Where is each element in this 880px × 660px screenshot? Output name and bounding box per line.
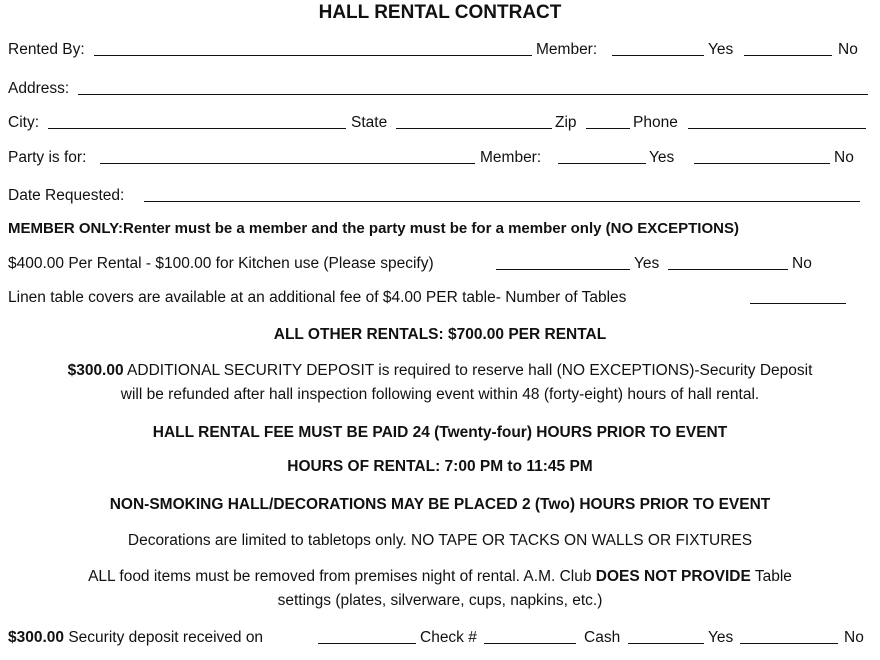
member-field-2[interactable] [558, 148, 646, 164]
security-deposit-line1 [0, 360, 880, 382]
kitchen-yes-field[interactable] [668, 254, 788, 270]
linen-text: Linen table covers are available at an additional fee of $4.00 PER table- Number of Tables [8, 289, 627, 306]
address-row [8, 79, 870, 99]
deposit-received-label [8, 628, 263, 648]
city-field[interactable] [48, 113, 346, 129]
kitchen-yes-label: Yes [634, 255, 660, 272]
food-notice-line2: settings (plates, silverware, cups, napkins, etc.) [277, 592, 603, 609]
security-text: ADDITIONAL SECURITY DEPOSIT is required to reserve hall (NO EXCEPTIONS)-Security Deposit [123, 362, 813, 379]
tables-count-field[interactable] [750, 288, 846, 304]
decorations-notice: Decorations are limited to tabletops only. NO TAPE OR TACKS ON WALLS OR FIXTURES [127, 532, 753, 549]
deposit-received-row [8, 628, 870, 648]
cash-field[interactable] [628, 628, 704, 644]
party-row [8, 148, 870, 168]
yes-field-2[interactable] [694, 148, 830, 164]
date-row [8, 186, 870, 206]
rented-by-row [8, 40, 870, 60]
city-label: City: [8, 114, 39, 131]
zip-field[interactable] [586, 113, 630, 129]
food-text-1: ALL food items must be removed from premises night of rental. A.M. Club [88, 568, 596, 585]
yes-field[interactable] [744, 40, 832, 56]
member-rate-row [8, 254, 870, 274]
member-field[interactable] [612, 40, 704, 56]
food-notice-line1 [0, 566, 880, 588]
kitchen-no-label: No [792, 255, 812, 272]
kitchen-field[interactable] [496, 254, 630, 270]
state-label: State [351, 114, 388, 131]
member-only-notice: MEMBER ONLY:Renter must be a member and the party must be for a member only (NO EXCEPTIONS) [8, 220, 739, 237]
yes-label-2: Yes [649, 149, 675, 166]
check-number-field[interactable] [484, 628, 576, 644]
food-bold: DOES NOT PROVIDE [595, 568, 751, 585]
fee-due-notice: HALL RENTAL FEE MUST BE PAID 24 (Twenty-four) HOURS PRIOR TO EVENT [152, 424, 728, 441]
cash-label: Cash [584, 629, 621, 646]
non-smoking-notice: NON-SMOKING HALL/DECORATIONS MAY BE PLACED 2 (Two) HOURS PRIOR TO EVENT [109, 496, 771, 513]
member-rate-text: $400.00 Per Rental - $100.00 for Kitchen use (Please specify) [8, 255, 434, 272]
deposit-text: Security deposit received on [64, 629, 264, 646]
address-field[interactable] [78, 79, 868, 95]
deposit-date-field[interactable] [318, 628, 416, 644]
no-label-2: No [834, 149, 854, 166]
party-for-field[interactable] [100, 148, 475, 164]
phone-field[interactable] [688, 113, 866, 129]
deposit-amount: $300.00 [8, 629, 65, 646]
no-label: No [838, 41, 858, 58]
linen-row [8, 288, 870, 308]
date-requested-label: Date Requested: [8, 187, 125, 204]
zip-label: Zip [555, 114, 577, 131]
date-requested-field[interactable] [144, 186, 860, 202]
member-label-2: Member: [480, 149, 542, 166]
state-field[interactable] [396, 113, 552, 129]
food-text-2: Table [750, 568, 792, 585]
party-for-label: Party is for: [8, 149, 87, 166]
deposit-yes-label: Yes [708, 629, 734, 646]
rented-by-label: Rented By: [8, 41, 85, 58]
contract-title: HALL RENTAL CONTRACT [318, 2, 562, 23]
rented-by-field[interactable] [94, 40, 532, 56]
address-label: Address: [8, 80, 70, 97]
yes-label: Yes [708, 41, 734, 58]
check-label: Check # [420, 629, 477, 646]
security-deposit-line2: will be refunded after hall inspection following event within 48 (forty-eight) hours of hall rental. [120, 386, 760, 403]
hours-notice: HOURS OF RENTAL: 7:00 PM to 11:45 PM [287, 458, 593, 475]
member-label: Member: [536, 41, 598, 58]
security-amount: $300.00 [67, 362, 124, 379]
city-row [8, 113, 870, 133]
phone-label: Phone [633, 114, 678, 131]
other-rentals-heading: ALL OTHER RENTALS: $700.00 PER RENTAL [273, 326, 607, 343]
deposit-no-label: No [844, 629, 864, 646]
deposit-yes-field[interactable] [740, 628, 838, 644]
